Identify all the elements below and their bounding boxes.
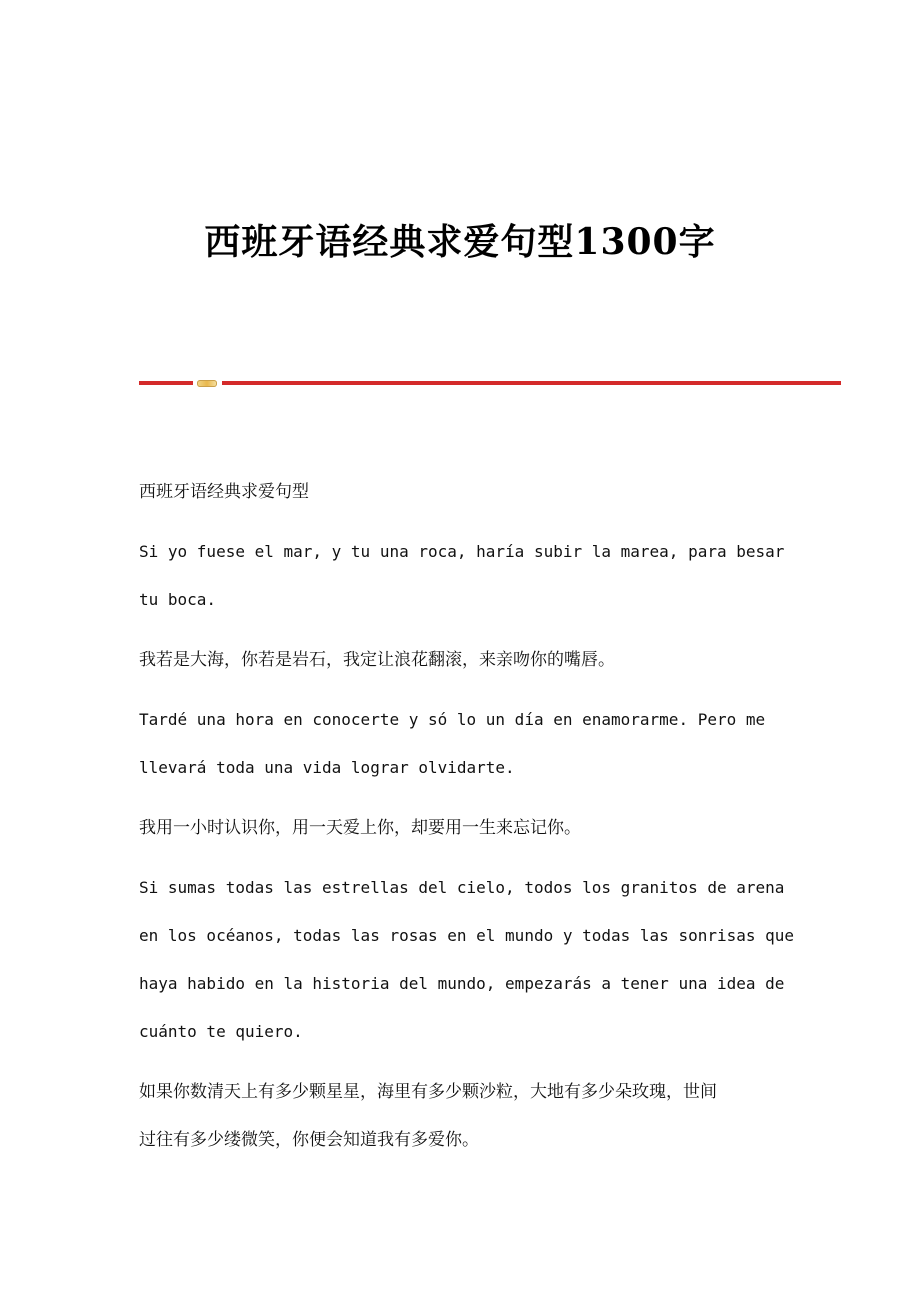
paragraph-chinese <box>139 636 789 684</box>
text-line: Si sumas todas las estrellas del cielo, todos los granitos de arena <box>139 878 785 897</box>
paragraph-spanish <box>139 696 789 792</box>
text-line: tu boca. <box>139 590 217 609</box>
paragraph-chinese <box>139 804 789 852</box>
text-line: Si yo fuese el mar, y tu una roca, harı́a subir la marea, para besar <box>139 542 785 561</box>
document-title: 西班牙语经典求爱句型1300字 <box>204 221 716 263</box>
text-line: 西班牙语经典求爱句型 <box>139 482 309 502</box>
paragraph-spanish <box>139 528 789 624</box>
text-line: haya habido en la historia del mundo, empezarás a tener una idea de <box>139 974 785 993</box>
text-line: 我用一小时认识你，用一天爱上你，却要用一生来忘记你。 <box>139 818 581 838</box>
text-line: 我若是大海，你若是岩石，我定让浪花翻滚，来亲吻你的嘴唇。 <box>139 650 615 670</box>
divider-bar-right <box>222 381 841 385</box>
document-body <box>139 468 795 1176</box>
text-line: 如果你数清天上有多少颗星星，海里有多少颗沙粒，大地有多少朵玫瑰，世间 <box>139 1082 717 1102</box>
text-line: 过往有多少缕微笑，你便会知道我有多爱你。 <box>139 1130 479 1150</box>
text-line: en los océanos, todas las rosas en el mundo y todas las sonrisas que <box>139 926 795 945</box>
title-divider <box>139 380 841 388</box>
paragraph-heading <box>139 468 789 516</box>
divider-ornament-icon <box>197 380 217 387</box>
text-line: cuánto te quiero. <box>139 1022 303 1041</box>
paragraph-spanish <box>139 864 795 1056</box>
divider-bar-left <box>139 381 193 385</box>
paragraph-chinese <box>139 1068 789 1164</box>
text-line: llevará toda una vida lograr olvidarte. <box>139 758 515 777</box>
text-line: Tardé una hora en conocerte y só lo un dı́a en enamorarme. Pero me <box>139 710 766 729</box>
